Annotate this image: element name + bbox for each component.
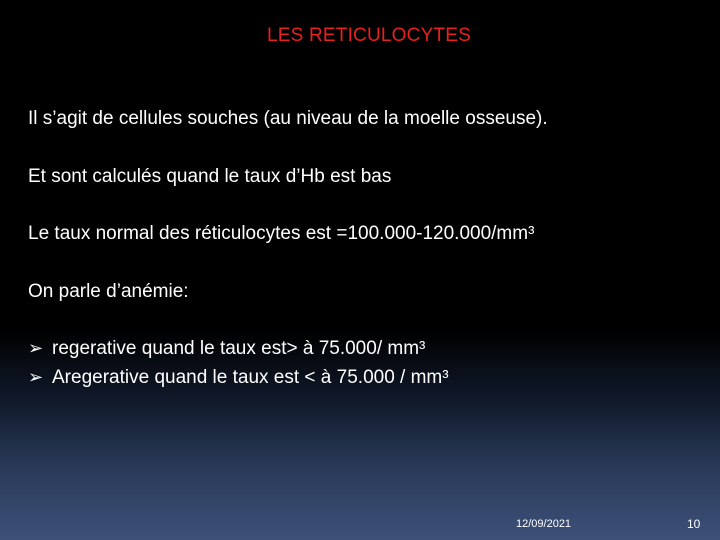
- text-line-cells: Il s’agit de cellules souches (au niveau de la moelle osseuse).: [28, 108, 548, 129]
- footer-date: 12/09/2021: [516, 518, 572, 530]
- text-line-normal-rate: Le taux normal des réticulocytes est =100.000-120.000/mm³: [28, 223, 535, 244]
- bullet-item-aregenerative: [28, 367, 449, 389]
- bullet-item-regenerative: [28, 338, 425, 360]
- text-line-calculation: Et sont calculés quand le taux d’Hb est bas: [28, 166, 392, 187]
- bullet-text: Aregerative quand le taux est < à 75.000 / mm³: [52, 367, 449, 388]
- bullet-text: regerative quand le taux est> à 75.000/ mm³: [52, 338, 426, 359]
- slide-title: LES RETICULOCYTES: [266, 25, 471, 46]
- arrow-bullet-icon: ➢: [28, 338, 44, 358]
- page-number: 10: [687, 517, 701, 531]
- arrow-bullet-icon: ➢: [28, 367, 44, 387]
- text-line-anemia: On parle d’anémie:: [28, 281, 189, 302]
